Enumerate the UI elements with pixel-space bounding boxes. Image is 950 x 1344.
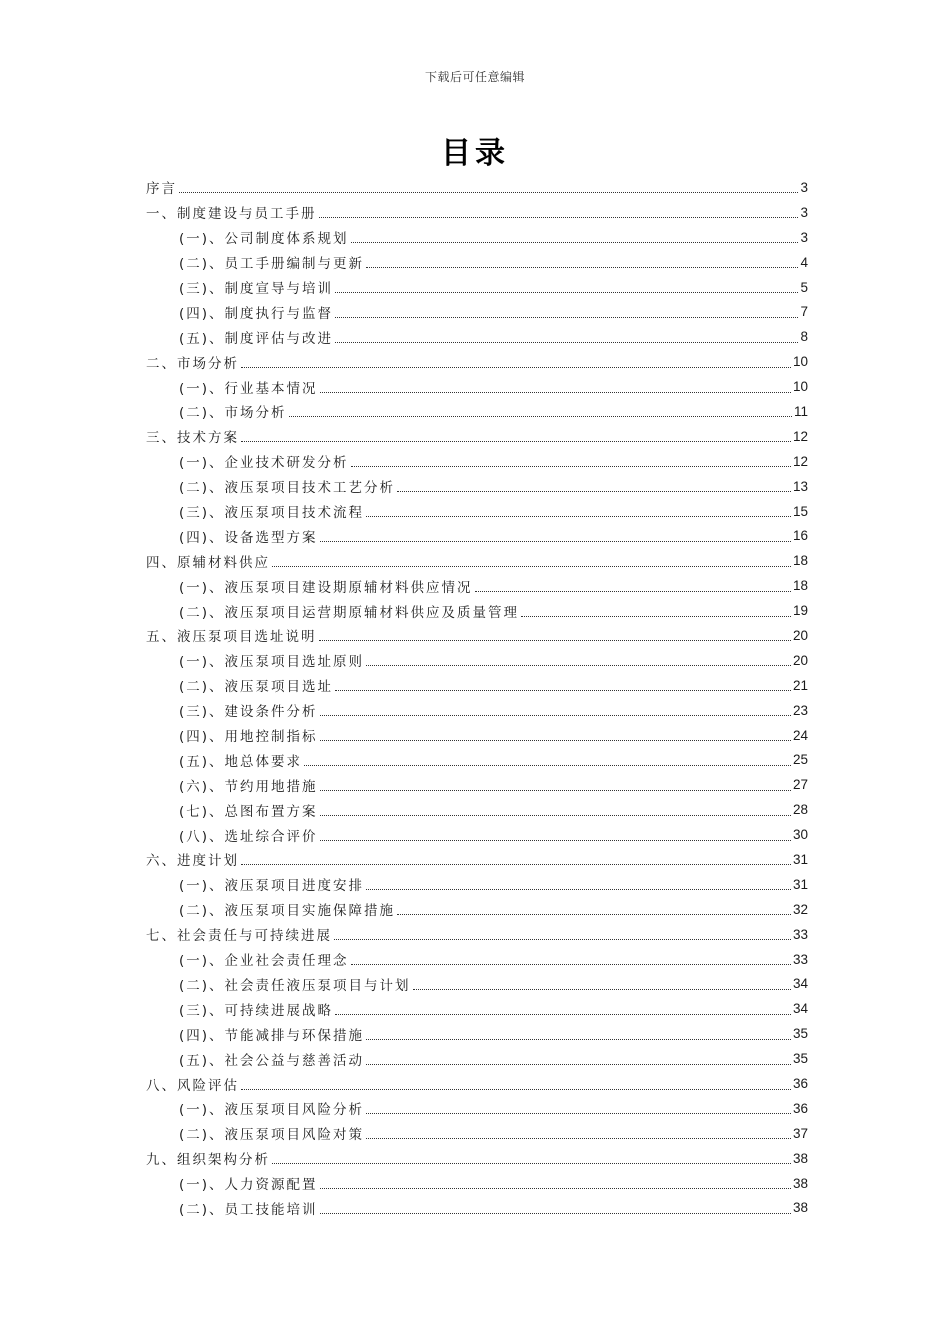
toc-entry-page-number: 18: [792, 578, 808, 594]
toc-entry-label: (四)、设备选型方案: [179, 529, 318, 546]
dot-leader: [241, 1088, 791, 1090]
toc-entry-page-number: 34: [792, 1001, 808, 1017]
toc-entry[interactable]: [146, 747, 808, 772]
toc-entry-page-number: 24: [792, 727, 808, 743]
toc-entry[interactable]: [146, 399, 808, 424]
toc-entry-label: (二)、员工手册编制与更新: [179, 256, 365, 273]
dot-leader: [320, 391, 791, 393]
toc-entry[interactable]: [146, 225, 808, 250]
dot-leader: [320, 1212, 791, 1214]
dot-leader: [334, 938, 791, 940]
toc-entry[interactable]: [146, 1096, 808, 1121]
toc-entry-page-number: 3: [800, 229, 808, 245]
toc-entry[interactable]: [146, 1046, 808, 1071]
dot-leader: [366, 664, 791, 666]
toc-entry[interactable]: [146, 449, 808, 474]
toc-entry-page-number: 8: [800, 329, 808, 345]
toc-entry-label: 八、风险评估: [146, 1077, 239, 1094]
dot-leader: [289, 415, 792, 417]
dot-leader: [366, 1112, 791, 1114]
toc-entry[interactable]: [146, 922, 808, 947]
toc-entry[interactable]: [146, 996, 808, 1021]
dot-leader: [366, 1063, 791, 1065]
toc-entry-page-number: 35: [792, 1051, 808, 1067]
dot-leader: [320, 789, 791, 791]
toc-entry[interactable]: [146, 474, 808, 499]
toc-entry-label: (一)、公司制度体系规划: [179, 231, 349, 248]
toc-entry[interactable]: [146, 648, 808, 673]
toc-entry-page-number: 3: [800, 204, 808, 220]
toc-entry-label: 三、技术方案: [146, 430, 239, 447]
toc-entry[interactable]: [146, 324, 808, 349]
toc-entry-page-number: 32: [792, 901, 808, 917]
toc-entry-label: 四、原辅材料供应: [146, 554, 270, 571]
dot-leader: [304, 764, 791, 766]
toc-entry[interactable]: [146, 598, 808, 623]
toc-entry-label: (一)、液压泵项目选址原则: [179, 654, 365, 671]
toc-entry-label: (一)、液压泵项目建设期原辅材料供应情况: [179, 579, 473, 596]
toc-entry-page-number: 31: [792, 851, 808, 867]
toc-entry-label: (二)、液压泵项目技术工艺分析: [179, 480, 396, 497]
toc-entry-page-number: 20: [792, 652, 808, 668]
page-title: 目录: [441, 136, 509, 171]
toc-entry-label: (五)、制度评估与改进: [179, 330, 334, 347]
dot-leader: [397, 490, 791, 492]
toc-entry[interactable]: [146, 698, 808, 723]
toc-entry-page-number: 33: [792, 951, 808, 967]
toc-entry-page-number: 4: [800, 254, 808, 270]
toc-entry-page-number: 38: [792, 1150, 808, 1166]
toc-entry-page-number: 13: [792, 478, 808, 494]
dot-leader: [351, 465, 791, 467]
dot-leader: [320, 814, 791, 816]
toc-entry[interactable]: [146, 623, 808, 648]
toc-entry-page-number: 28: [792, 802, 808, 818]
dot-leader: [241, 863, 791, 865]
toc-entry[interactable]: [146, 175, 808, 200]
toc-entry-page-number: 37: [792, 1125, 808, 1141]
toc-entry-page-number: 36: [792, 1100, 808, 1116]
toc-entry-label: (六)、节约用地措施: [179, 778, 318, 795]
toc-entry-label: (一)、企业技术研发分析: [179, 455, 349, 472]
dot-leader: [320, 1187, 791, 1189]
toc-entry[interactable]: [146, 250, 808, 275]
dot-leader: [335, 1013, 791, 1015]
toc-entry[interactable]: [146, 1121, 808, 1146]
toc-entry[interactable]: [146, 847, 808, 872]
page-header-note: 下载后可任意编辑: [424, 70, 525, 84]
toc-entry[interactable]: [146, 673, 808, 698]
dot-leader: [320, 714, 791, 716]
toc-entry-page-number: 30: [792, 827, 808, 843]
toc-entry-label: (二)、社会责任液压泵项目与计划: [179, 977, 411, 994]
dot-leader: [319, 216, 799, 218]
toc-entry-page-number: 15: [792, 503, 808, 519]
toc-entry[interactable]: [146, 200, 808, 225]
toc-entry-page-number: 25: [792, 752, 808, 768]
toc-entry-label: (一)、液压泵项目风险分析: [179, 1102, 365, 1119]
toc-entry-page-number: 10: [792, 379, 808, 395]
toc-entry-label: 序言: [146, 181, 177, 198]
dot-leader: [335, 341, 798, 343]
toc-entry-label: (四)、用地控制指标: [179, 729, 318, 746]
toc-entry[interactable]: [146, 1171, 808, 1196]
dot-leader: [320, 739, 791, 741]
dot-leader: [241, 366, 791, 368]
toc-entry-page-number: 38: [792, 1200, 808, 1216]
toc-entry-page-number: 23: [792, 702, 808, 718]
toc-entry[interactable]: [146, 275, 808, 300]
toc-entry-page-number: 10: [792, 354, 808, 370]
toc-entry[interactable]: [146, 548, 808, 573]
dot-leader: [335, 689, 791, 691]
toc-entry-page-number: 16: [792, 528, 808, 544]
toc-entry-label: (一)、人力资源配置: [179, 1177, 318, 1194]
toc-entry-label: (二)、员工技能培训: [179, 1201, 318, 1218]
toc-entry-label: (二)、液压泵项目运营期原辅材料供应及质量管理: [179, 604, 520, 621]
dot-leader: [351, 241, 799, 243]
toc-entry[interactable]: [146, 872, 808, 897]
toc-entry[interactable]: [146, 374, 808, 399]
dot-leader: [241, 440, 791, 442]
toc-entry-page-number: 12: [792, 453, 808, 469]
toc-entry-label: (八)、选址综合评价: [179, 828, 318, 845]
toc-entry-label: (五)、地总体要求: [179, 753, 303, 770]
toc-entry[interactable]: [146, 1196, 808, 1221]
toc-entry[interactable]: [146, 947, 808, 972]
toc-entry-label: 五、液压泵项目选址说明: [146, 629, 317, 646]
toc-entry-label: (五)、社会公益与慈善活动: [179, 1052, 365, 1069]
toc-entry[interactable]: [146, 299, 808, 324]
toc-entry[interactable]: [146, 1021, 808, 1046]
toc-entry-label: (三)、建设条件分析: [179, 704, 318, 721]
dot-leader: [413, 988, 791, 990]
toc-entry-page-number: 20: [792, 627, 808, 643]
dot-leader: [335, 316, 798, 318]
dot-leader: [320, 540, 791, 542]
dot-leader: [319, 639, 791, 641]
toc-entry-label: (一)、液压泵项目进度安排: [179, 878, 365, 895]
toc-entry-page-number: 38: [792, 1175, 808, 1191]
dot-leader: [335, 291, 798, 293]
dot-leader: [320, 839, 791, 841]
toc-entry-label: 一、制度建设与员工手册: [146, 206, 317, 223]
toc-entry-label: (三)、液压泵项目技术流程: [179, 505, 365, 522]
dot-leader: [366, 1038, 791, 1040]
toc-entry-page-number: 27: [792, 777, 808, 793]
table-of-contents: [146, 175, 808, 1220]
dot-leader: [366, 266, 798, 268]
toc-entry-page-number: 31: [792, 876, 808, 892]
dot-leader: [521, 615, 791, 617]
dot-leader: [397, 913, 791, 915]
toc-entry[interactable]: [146, 424, 808, 449]
toc-entry-label: (二)、市场分析: [179, 405, 287, 422]
toc-entry-page-number: 5: [800, 279, 808, 295]
toc-entry-label: (一)、企业社会责任理念: [179, 953, 349, 970]
toc-entry-label: 二、市场分析: [146, 355, 239, 372]
toc-entry-page-number: 36: [792, 1076, 808, 1091]
toc-entry-label: (七)、总图布置方案: [179, 803, 318, 820]
toc-entry-label: (一)、行业基本情况: [179, 380, 318, 397]
dot-leader: [366, 888, 791, 890]
toc-entry-page-number: 3: [800, 179, 808, 195]
toc-entry-page-number: 19: [792, 603, 808, 619]
dot-leader: [179, 191, 798, 193]
toc-entry-page-number: 33: [792, 926, 808, 942]
toc-entry-page-number: 11: [793, 403, 808, 419]
toc-entry-label: (三)、制度宣导与培训: [179, 281, 334, 297]
toc-entry[interactable]: [146, 822, 808, 847]
toc-entry-page-number: 18: [792, 553, 808, 569]
dot-leader: [272, 565, 791, 567]
toc-entry-label: (二)、液压泵项目选址: [179, 679, 334, 696]
dot-leader: [366, 515, 791, 517]
toc-entry-page-number: 34: [792, 976, 808, 992]
toc-entry-label: (二)、液压泵项目实施保障措施: [179, 903, 396, 920]
toc-entry[interactable]: [146, 772, 808, 797]
toc-entry-label: (四)、节能减排与环保措施: [179, 1027, 365, 1044]
dot-leader: [272, 1162, 791, 1164]
toc-entry-label: (二)、液压泵项目风险对策: [179, 1127, 365, 1144]
toc-entry[interactable]: [146, 1071, 808, 1096]
toc-entry[interactable]: [146, 523, 808, 548]
toc-entry[interactable]: [146, 1146, 808, 1171]
toc-entry-label: (三)、可持续进展战略: [179, 1002, 334, 1019]
toc-entry-page-number: 12: [792, 428, 808, 444]
toc-entry[interactable]: [146, 499, 808, 524]
toc-entry[interactable]: [146, 723, 808, 748]
toc-entry[interactable]: [146, 972, 808, 997]
toc-entry-label: 七、社会责任与可持续进展: [146, 928, 332, 945]
dot-leader: [366, 1137, 791, 1139]
toc-entry-label: (四)、制度执行与监督: [179, 305, 334, 322]
dot-leader: [475, 590, 791, 592]
toc-entry-page-number: 35: [792, 1026, 808, 1042]
toc-entry-label: 六、进度计划: [146, 853, 239, 870]
toc-entry[interactable]: [146, 573, 808, 598]
dot-leader: [351, 963, 791, 965]
toc-entry-label: 九、组织架构分析: [146, 1152, 270, 1169]
toc-entry-page-number: 7: [800, 304, 808, 320]
toc-entry[interactable]: [146, 797, 808, 822]
toc-entry[interactable]: [146, 349, 808, 374]
toc-entry-page-number: 21: [792, 677, 808, 693]
toc-entry[interactable]: [146, 897, 808, 922]
